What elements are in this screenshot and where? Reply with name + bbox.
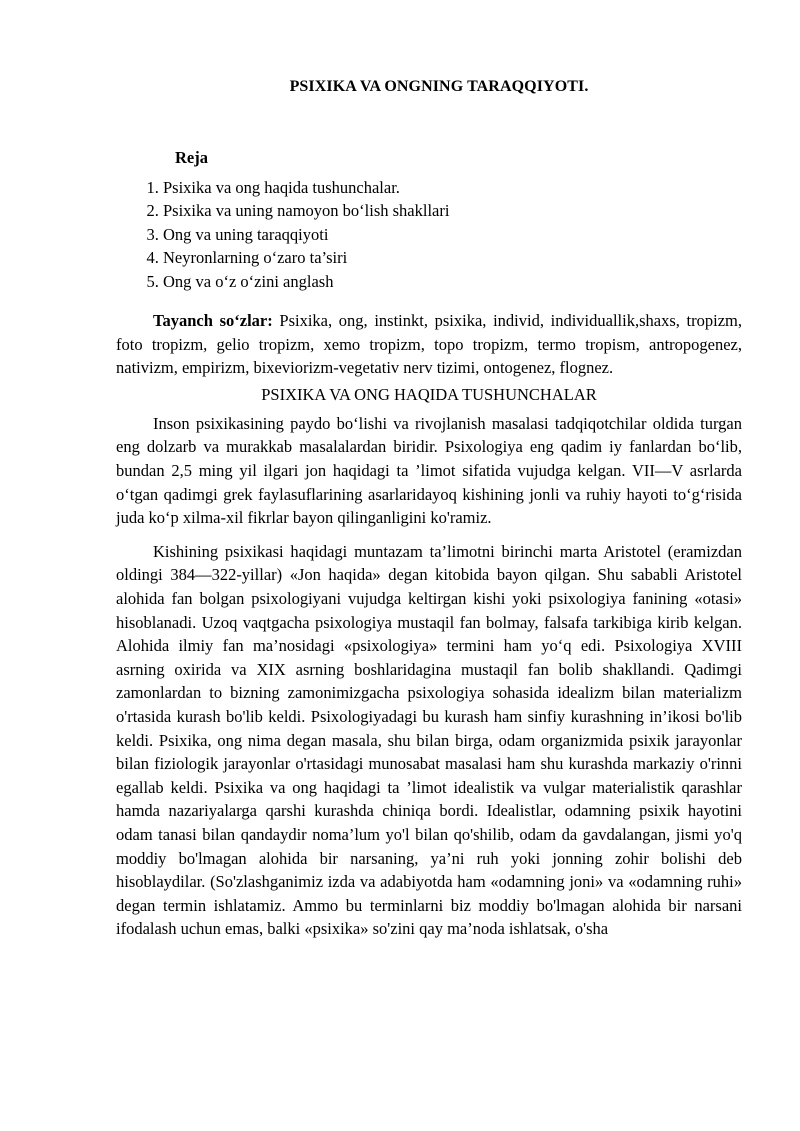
plan-heading: Reja: [175, 148, 208, 167]
body-paragraph: Kishining psixikasi haqidagi muntazam ta’limotni birinchi marta Aristotel (eramizdan oldingi 384—322-yillar) «Jon haqida» degan kitobida bayon qilgan. Shu sababli Aristotel alohida fan bolgan psixologiyani vujudga keltirgan kishi yoki psixologiya fanining «otasi» hisoblanadi. Uzoq vaqtgacha psixologiya mustaqil fan bolmay, falsafa tarkibiga kirib kelgan. Alohida ilmiy fan ma’nosidagi «psixologiya» termini ham yo‘q edi. Psixologiya XVIII asrning oxirida va XIX asrning boshlaridagina mustaqil fan bolib shakllandi. Qadimgi zamonlardan to bizning zamonimizgacha psixologiya sohasida idealizm bilan materializm o'rtasida kurash bo'lib keldi. Psixologiyadagi bu kurash ham sinfiy kurashning in’ikosi bo'lib keldi. Psixika, ong nima degan masala, shu bilan birga, odam organizmida psixik jarayonlar bilan fiziologik jarayonlar o'rtasidagi munosabat masalasi ham shu kurashda markaziy o'rinni egallab keldi. Psixika va ong haqidagi ta ’limot idealistik va vulgar materialistik qarashlar hamda nazariyalarga qarshi kurashda chiniqa bordi. Idealistlar, odamning psixik hayotini odam tanasi bilan qandaydir noma’lum yo'l bilan qo'shilib, odam da gavdalangan, jismi yo'q moddiy bo'lmagan alohida bir narsaning, ya’ni ruh yoki jonning zohir bolishi deb hisoblaydilar. (So'zlashganimiz izda va adabiyotda ham «odamning joni» va «odamning ruhi» degan termin ishlatamiz. Ammo bu terminlarni biz moddiy bo'lmagan alohida bir narsani ifodalash uchun emas, balki «psixika» so'zini qay ma’noda ishlatsak, o'sha: [116, 541, 742, 939]
plan-item: 2. Psixika va uning namoyon bo‘lish shakllari: [163, 199, 742, 222]
document-page: [116, 74, 742, 941]
plan-item: 1. Psixika va ong haqida tushunchalar.: [163, 176, 742, 199]
keywords-text: Psixika, ong, instinkt, psixika, individ, individuallik,shaxs, tropizm, foto tropizm, gelio tropizm, xemo tropizm, topo tropizm, termo tropism, antropogenez, nativizm, empirizm, bixeviorizm-vegetativ nerv tizimi, ontogenez, flognez.: [116, 311, 742, 378]
document-title: PSIXIKA VA ONGNING TARAQQIYOTI.: [289, 78, 589, 95]
plan-item: 5. Ong va o‘z o‘zini anglash: [163, 270, 742, 293]
section-title: PSIXIKA VA ONG HAQIDA TUSHUNCHALAR: [261, 384, 597, 404]
plan-item: 3. Ong va uning taraqqiyoti: [163, 223, 742, 246]
plan-list: [116, 176, 742, 293]
plan-item: 4. Neyronlarning o‘zaro ta’siri: [163, 246, 742, 269]
keywords-label: Tayanch so‘zlar:: [153, 311, 273, 331]
keywords-paragraph: [116, 309, 742, 380]
body-paragraph: Inson psixikasining paydo bo‘lishi va rivojlanish masalasi tadqiqotchilar oldida turgan eng dolzarb va murakkab masalalardan biridir. Psixologiya eng qadim iy fanlardan bo‘lib, bundan 2,5 ming yil ilgari jon haqidagi ta ’limot sifatida vujudga kelgan. VII—V asrlarda o‘tgan qadimgi grek faylasuflarining asarlaridayoq kishining jonli va ruhiy hayoti to‘g‘risida juda ko‘p xilma-xil fikrlar bayon qilinganligini ko'ramiz.: [116, 413, 742, 528]
